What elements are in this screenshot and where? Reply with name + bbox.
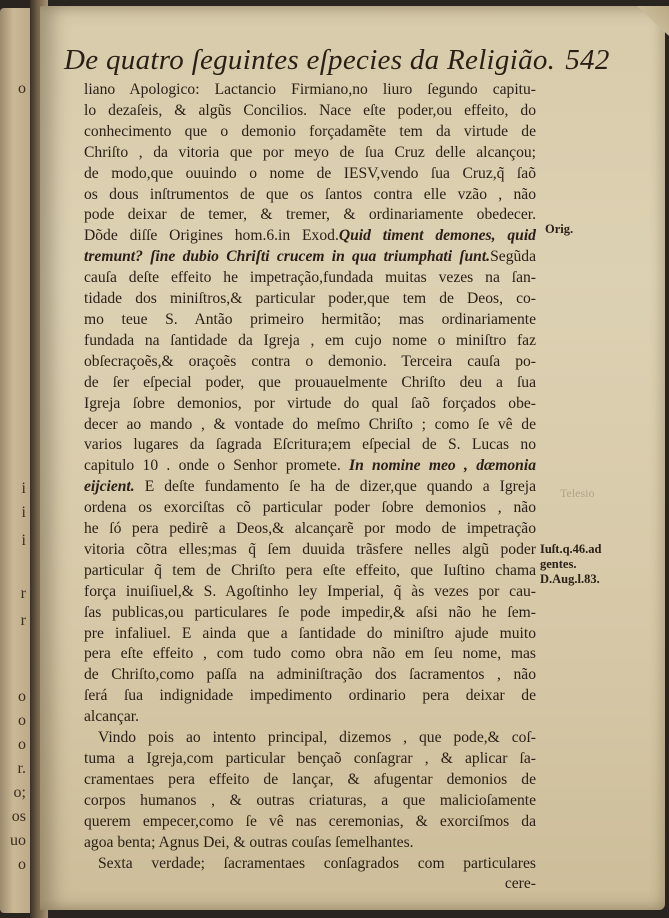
- left-page-fragment: o: [18, 736, 26, 753]
- text-line: de modo,que ouuindo o nome de IESV,vendo ſua Cruz,q̃ ſaõ: [84, 164, 536, 182]
- latin-quote: eijcient.: [84, 478, 135, 496]
- text-run: Dõde diſſe Origines hom.6.in Exod.: [84, 227, 339, 245]
- text-line: Igreja ſobre demonios, por virtude do qual ſaõ forçados obe-: [84, 394, 536, 412]
- running-header: [64, 44, 610, 77]
- left-page-fragment: i: [21, 504, 26, 521]
- text-line: alcançar.: [84, 708, 139, 726]
- left-page-fragment: r.: [17, 760, 26, 777]
- margin-note-origines: Orig.: [545, 222, 574, 236]
- text-line: cramentaes pera effeito de lançar, & afugentar demonios de: [84, 770, 536, 788]
- left-page-fragment: o: [18, 856, 26, 873]
- text-line: conhecimento que o demonio forçadamẽte tem da virtude de: [84, 122, 536, 140]
- text-line: querem empecer,como ſe vê nas ceremonias, & exorciſmos da: [84, 812, 536, 830]
- latin-quote: tremunt? ſine dubio Chriſti crucem in qua triumphati ſunt.: [84, 248, 491, 266]
- left-page-fragment: o;: [13, 784, 26, 801]
- text-line-mixed: [84, 477, 536, 498]
- body-text: [84, 80, 536, 895]
- left-page-fragment: o: [18, 688, 26, 705]
- text-line-mixed: [84, 456, 536, 477]
- text-line: fundada na ſantidade da Igreja , em cujo nome o miniſtro faz: [84, 331, 536, 349]
- left-page-fragment: os: [11, 808, 26, 825]
- left-page-fragment: r: [20, 612, 26, 629]
- margin-note-iustino: [540, 542, 601, 587]
- text-line: decer ao mando , & vontade do meſmo Chriſto ; como ſe vê de: [84, 415, 536, 433]
- text-line: particular q̃ tem de Chriſto pera eſte effeito, que Iuſtino chama: [84, 561, 536, 579]
- text-line: agoa benta; Agnus Dei, & outras couſas ſemelhantes.: [84, 833, 414, 851]
- text-line: vitoria cõtra elles;mas q̃ ſem duuida trãsfere nelles algũ poder: [84, 540, 536, 558]
- text-line: he ſó pera pedirẽ a Deos,& alcançarẽ por modo de impetração: [84, 520, 536, 538]
- text-line: os dous inſtrumentos de que os ſantos contra elle vzão , não: [84, 185, 536, 203]
- text-line: varios lugares da ſagrada Eſcritura;em eſpecial de S. Lucas no: [84, 436, 536, 454]
- text-line: ſas publicas,ou particulares ſe pode impedir,& aſsi não he ſem-: [84, 603, 536, 621]
- header-title: De quatro ſeguintes eſpecies da Religião.: [64, 44, 556, 76]
- text-line: de Chriſto,como paſſa na adminiſtração dos ſacramentos , não: [84, 666, 536, 684]
- margin-note-line: Iuſt.q.46.ad: [540, 542, 602, 556]
- text-line: força inuiſiuel,& S. Agoſtinho ley Imperial, q̃ às vezes por cau-: [84, 582, 536, 600]
- text-line: pode deixar de temer, & tremer, & ordinariamente obedecer.: [84, 206, 536, 224]
- left-page-edge: [0, 8, 34, 913]
- text-run: E deſte fundamento ſe ha de dizer,que quando a Igreja: [144, 478, 536, 496]
- margin-note-line: gentes.: [540, 557, 577, 571]
- text-line: obſecraçoẽs,& oraçoẽs contra o demonio. Terceira cauſa po-: [84, 352, 536, 370]
- text-line: pre infaliuel. E ainda que a ſantidade do miniſtro ajude muito: [84, 624, 536, 642]
- text-line: tuma a Igreja,com particular bençaõ conſagrar , & aplicar ſa-: [84, 750, 536, 767]
- text-line: lo dezaſeis, & algũs Concilios. Nace eſte poder,ou effeito, do: [84, 101, 536, 119]
- left-page-fragment: i: [21, 480, 26, 497]
- left-page-fragment: r: [20, 585, 26, 602]
- text-line: mo teue S. Antão primeiro hermitão; mas ordinariamente: [84, 310, 536, 328]
- latin-quote: Quid timent demones, quid: [338, 227, 536, 245]
- left-page-fragment: i: [21, 532, 26, 549]
- catchword: cere-: [504, 875, 536, 893]
- page-number: 542: [565, 44, 610, 76]
- text-line: Vindo pois ao intento principal, dizemos , que pode,& coſ-: [98, 729, 536, 747]
- left-page-fragment: o: [18, 80, 26, 97]
- text-line: pera eſte effeito , com tudo como obra não em ſeu nome, mas: [84, 645, 536, 663]
- text-line: Chriſto , da vitoria que por meyo de ſua Cruz delle alcançou;: [84, 143, 536, 161]
- bleed-through-text: Telesio: [560, 486, 595, 500]
- text-line: tidade dos miniſtros,& particular poder,que tem de Deos, co-: [84, 290, 536, 308]
- text-run: Segũda: [490, 248, 536, 266]
- text-line: de ſer eſpecial poder, que prouauelmente Chriſto deu a ſua: [84, 373, 536, 391]
- text-line-mixed: [84, 226, 536, 247]
- text-line: Sexta verdade; ſacramentaes conſagrados com particulares: [98, 854, 536, 872]
- text-line: corpos humanos , & outras criaturas, a que malicioſamente: [84, 791, 536, 809]
- left-page-fragment: o: [18, 712, 26, 729]
- text-line: ordena os exorciſtas cõ particular poder ſobre demonios , não: [84, 499, 536, 517]
- latin-quote: In nomine meo , dæmonia: [349, 457, 536, 475]
- margin-note-line: D.Aug.l.83.: [540, 572, 600, 586]
- text-line-mixed: [84, 247, 536, 268]
- text-run: capitulo 10 . onde o Senhor promete.: [84, 457, 341, 475]
- text-line: liano Apologico: Lactancio Firmiano,no liuro ſegundo capitu-: [84, 81, 536, 98]
- text-line: ſerá ſua indignidade impedimento ordinario pera deixar de: [84, 687, 536, 705]
- text-line: cauſa deſte effeito he impetração,fundada muitas vezes na ſan-: [84, 269, 536, 287]
- left-page-fragment: uo: [10, 832, 26, 849]
